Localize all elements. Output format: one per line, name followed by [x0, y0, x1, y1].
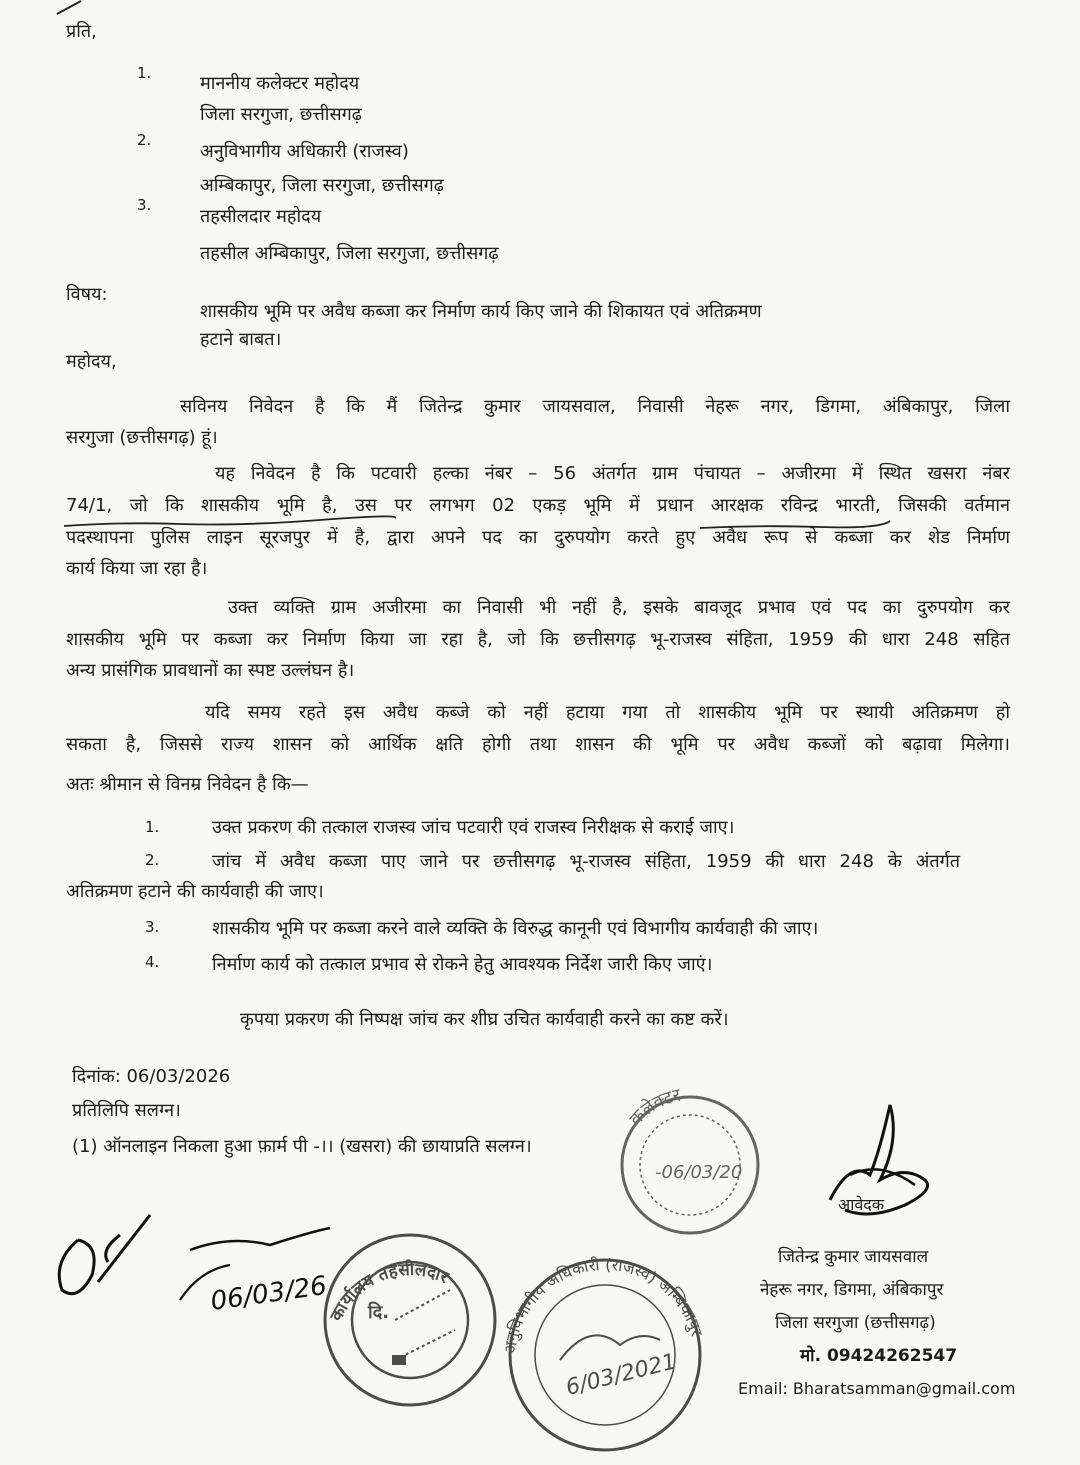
paragraph-line: 74/1, जो कि शासकीय भूमि है, उस पर लगभग 02 एकड़ भूमि में प्रधान आरक्षक रविन्द्र भारती, जिसकी वर्तमान — [66, 495, 1010, 516]
recipient-line: तहसीलदार महोदय — [200, 206, 322, 227]
request-line: अतिक्रमण हटाने की कार्यवाही की जाए। — [66, 881, 324, 902]
svg-text:अनुविभागीय अधिकारी (राजस्व) अम — [500, 1255, 707, 1355]
svg-text:6/03/2021: 6/03/2021 — [563, 1349, 679, 1401]
svg-text:कार्यालय तहसीलदार — [326, 1259, 452, 1326]
request-intro: अतः श्रीमान से विनम्र निवेदन है कि— — [66, 774, 309, 795]
applicant-name: जितेन्द्र कुमार जायसवाल — [778, 1247, 929, 1267]
paragraph-line: अन्य प्रासंगिक प्रावधानों का स्पष्ट उल्लंघन है। — [66, 660, 355, 681]
request-number: 3. — [145, 918, 160, 936]
subject-label: विषय: — [66, 284, 108, 305]
recipient-line: माननीय कलेक्टर महोदय — [200, 73, 360, 94]
applicant-label: आवेदक — [838, 1195, 885, 1214]
request-line: उक्त प्रकरण की तत्काल राजस्व जांच पटवारी एवं राजस्व निरीक्षक से कराई जाए। — [212, 817, 735, 838]
paragraph-line: शासकीय भूमि पर कब्जा कर निर्माण किया जा रहा है, जो कि छत्तीसगढ़ भू-राजस्व संहिता, 1959 की धारा 248 सहित — [66, 629, 1010, 650]
applicant-address-line: जिला सरगुजा (छत्तीसगढ़) — [775, 1313, 936, 1333]
svg-text:06/03/26: 06/03/26 — [208, 1270, 329, 1317]
request-line: जांच में अवैध कब्जा पाए जाने पर छत्तीसगढ़ भू-राजस्व संहिता, 1959 की धारा 248 के अंतर्गत — [212, 851, 960, 872]
recipient-number: 3. — [137, 196, 152, 214]
recipient-line: तहसील अम्बिकापुर, जिला सरगुजा, छत्तीसगढ़ — [200, 243, 499, 264]
recipient-number: 1. — [137, 64, 152, 82]
request-number: 2. — [145, 851, 160, 869]
applicant-mobile: मो. 09424262547 — [800, 1346, 958, 1366]
svg-text:दि.: दि. — [368, 1302, 390, 1323]
request-number: 1. — [145, 818, 160, 836]
request-line: निर्माण कार्य को तत्काल प्रभाव से रोकने हेतु आवश्यक निर्देश जारी किए जाएं। — [212, 954, 713, 975]
request-number: 4. — [145, 953, 160, 971]
svg-text:कलेक्टर — [625, 1085, 682, 1130]
recipient-line: अम्बिकापुर, जिला सरगुजा, छत्तीसगढ़ — [200, 175, 444, 196]
paragraph-line: उक्त व्यक्ति ग्राम अजीरमा का निवासी भी नहीं है, इसके बावजूद प्रभाव एवं पद का दुरुपयोग कर — [228, 597, 1010, 618]
salutation-to: प्रति, — [66, 21, 97, 42]
subject-line: शासकीय भूमि पर अवैध कब्जा कर निर्माण कार्य किए जाने की शिकायत एवं अतिक्रमण — [200, 301, 762, 322]
applicant-address-line: नेहरू नगर, डिगमा, अंबिकापुर — [760, 1280, 944, 1300]
paragraph-line: सविनय निवेदन है कि मैं जितेन्द्र कुमार जायसवाल, निवासी नेहरू नगर, डिगमा, अंबिकापुर, जिला — [180, 396, 1010, 417]
greeting: महोदय, — [66, 351, 117, 372]
svg-text:-06/03/20: -06/03/20 — [655, 1162, 743, 1183]
attachment-line: (1) ऑनलाइन निकला हुआ फ़ार्म पी -।। (खसरा) की छायाप्रति सलग्न। — [72, 1136, 532, 1157]
paragraph-line: सरगुजा (छत्तीसगढ़) हूं। — [66, 427, 218, 448]
request-line: शासकीय भूमि पर कब्जा करने वाले व्यक्ति के विरुद्ध कानूनी एवं विभागीय कार्यवाही की जाए। — [212, 918, 819, 939]
paragraph-line: सकता है, जिससे राज्य शासन को आर्थिक क्षति होगी तथा शासन की भूमि पर अवैध कब्जों को बढ़ावा मिलेगा। — [66, 734, 1010, 755]
recipient-number: 2. — [137, 131, 152, 149]
tehsildar-stamp — [325, 1235, 495, 1405]
collector-stamp-text: कलेक्टर — [625, 1084, 683, 1130]
date-line: दिनांक: 06/03/2026 — [72, 1066, 231, 1087]
paragraph-line: कार्य किया जा रहा है। — [66, 558, 208, 579]
subject-line: हटाने बाबत। — [200, 329, 282, 350]
collector-stamp — [622, 1085, 758, 1233]
applicant-email: Email: Bharatsamman@gmail.com — [738, 1379, 1016, 1398]
oc-initials — [59, 1215, 150, 1294]
handwritten-date-signature — [180, 1228, 330, 1317]
copy-attached: प्रतिलिपि सलग्न। — [72, 1100, 181, 1121]
paragraph-line: यदि समय रहते इस अवैध कब्जे को नहीं हटाया गया तो शासकीय भूमि पर स्थायी अतिक्रमण हो — [205, 702, 1010, 723]
sdm-stamp — [500, 1255, 707, 1450]
closing-line: कृपया प्रकरण की निष्पक्ष जांच कर शीघ्र उचित कार्यवाही करने का कष्ट करें। — [240, 1009, 729, 1030]
tehsildar-stamp-text: कार्यालय तहसीलदार — [326, 1259, 452, 1325]
sdm-stamp-text: अनुविभागीय अधिकारी (राजस्व) अम्बिकापुर — [500, 1254, 707, 1355]
recipient-line: जिला सरगुजा, छत्तीसगढ़ — [200, 104, 362, 125]
paragraph-line: पदस्थापना पुलिस लाइन सूरजपुर में है, द्वारा अपने पद का दुरुपयोग करते हुए अवैध रूप से कब्जा कर शेड निर्माण — [66, 527, 1010, 548]
recipient-line: अनुविभागीय अधिकारी (राजस्व) — [200, 141, 409, 162]
paragraph-line: यह निवेदन है कि पटवारी हल्का नंबर – 56 अंतर्गत ग्राम पंचायत – अजीरमा में स्थित खसरा नंबर — [215, 463, 1010, 484]
